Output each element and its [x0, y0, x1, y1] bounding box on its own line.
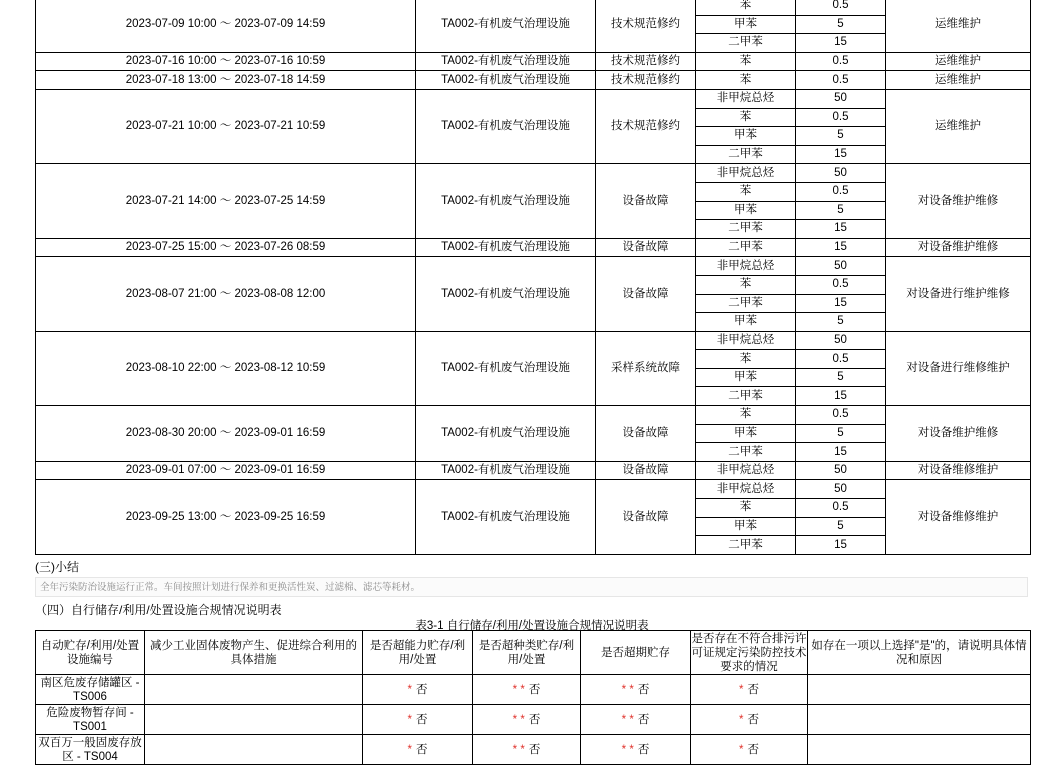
period-cell: 2023-09-25 13:00 ～ 2023-09-25 16:59 [36, 480, 416, 554]
period-cell: 2023-07-25 15:00 ～ 2023-07-26 08:59 [36, 238, 416, 257]
measure-cell: 运维维护 [886, 0, 1031, 52]
pollutant-cell: 苯 [696, 108, 796, 127]
pollutant-cell: 甲苯 [696, 313, 796, 332]
limit-cell: 50 [796, 257, 886, 276]
answer-cell [691, 675, 808, 705]
required-mark: * * [621, 743, 634, 756]
facility-id-cell: 危险废物暂存间 - TS001 [36, 705, 145, 735]
limit-cell: 50 [796, 480, 886, 499]
table-row [36, 461, 1031, 480]
answer-cell [473, 735, 581, 765]
answer-cell [581, 705, 691, 735]
measure-cell: 对设备维护维修 [886, 406, 1031, 462]
column-header: 是否存在不符合排污许可证规定污染防控技术要求的情况 [691, 632, 807, 673]
limit-cell: 50 [796, 331, 886, 350]
limit-cell: 15 [796, 34, 886, 53]
limit-cell: 0.5 [796, 182, 886, 201]
limit-cell: 15 [796, 294, 886, 313]
answer-cell [691, 705, 808, 735]
required-mark: * [739, 713, 744, 726]
answer-value: 否 [415, 743, 428, 756]
limit-cell: 0.5 [796, 71, 886, 90]
period-cell: 2023-09-01 07:00 ～ 2023-09-01 16:59 [36, 461, 416, 480]
answer-cell [363, 705, 473, 735]
required-mark: * [739, 683, 744, 696]
pollutant-cell: 非甲烷总烃 [696, 331, 796, 350]
limit-cell: 15 [796, 443, 886, 462]
pollutant-cell: 二甲苯 [696, 238, 796, 257]
limit-cell: 5 [796, 313, 886, 332]
pollutant-cell: 甲苯 [696, 127, 796, 146]
limit-cell: 5 [796, 517, 886, 536]
limit-cell: 0.5 [796, 499, 886, 518]
table-row [36, 735, 1031, 765]
facility-id-cell: 双百万一般固废存放区 - TS004 [36, 735, 145, 765]
pollutant-cell: 二甲苯 [696, 145, 796, 164]
required-mark: * * [512, 713, 525, 726]
required-mark: * [407, 713, 412, 726]
limit-cell: 15 [796, 220, 886, 239]
required-mark: * [739, 743, 744, 756]
summary-heading: (三)小结 [35, 560, 79, 574]
pollutant-cell: 甲苯 [696, 15, 796, 34]
limit-cell: 0.5 [796, 406, 886, 425]
pollutant-cell: 甲苯 [696, 424, 796, 443]
pollutant-cell: 苯 [696, 0, 796, 15]
answer-cell [581, 735, 691, 765]
pollutant-cell: 非甲烷总烃 [696, 480, 796, 499]
column-header: 是否超种类贮存/利用/处置 [473, 631, 581, 675]
measure-cell: 对设备维修维护 [886, 461, 1031, 480]
period-cell: 2023-08-30 20:00 ～ 2023-09-01 16:59 [36, 406, 416, 462]
table-row [36, 331, 1031, 350]
pollutant-cell: 苯 [696, 182, 796, 201]
answer-value: 否 [637, 683, 650, 696]
limit-cell: 15 [796, 387, 886, 406]
period-cell: 2023-07-21 14:00 ～ 2023-07-25 14:59 [36, 164, 416, 238]
period-cell: 2023-08-10 22:00 ～ 2023-08-12 10:59 [36, 331, 416, 405]
answer-value: 否 [747, 713, 759, 726]
reason-cell: 设备故障 [596, 480, 696, 554]
required-mark: * * [512, 743, 525, 756]
pollutant-cell: 二甲苯 [696, 443, 796, 462]
pollutant-cell: 苯 [696, 350, 796, 369]
measure-cell: 对设备维修维护 [886, 480, 1031, 554]
answer-cell [473, 705, 581, 735]
answer-cell [581, 675, 691, 705]
answer-value: 否 [747, 743, 759, 756]
measure-cell: 对设备维护维修 [886, 164, 1031, 238]
period-cell: 2023-07-21 10:00 ～ 2023-07-21 10:59 [36, 89, 416, 163]
table-row [36, 52, 1031, 71]
answer-value: 否 [637, 713, 650, 726]
pollutant-cell: 甲苯 [696, 517, 796, 536]
pollutant-cell: 甲苯 [696, 201, 796, 220]
period-cell: 2023-07-18 13:00 ～ 2023-07-18 14:59 [36, 71, 416, 90]
answer-value: 否 [528, 713, 541, 726]
facility-cell: TA002-有机废气治理设施 [416, 257, 596, 331]
answer-value: 否 [528, 683, 541, 696]
measure-cell: 对设备进行维护维修 [886, 257, 1031, 331]
reason-cell: 技术规范修约 [596, 0, 696, 52]
table-row [36, 480, 1031, 499]
answer-value: 否 [415, 683, 428, 696]
facility-cell: TA002-有机废气治理设施 [416, 0, 596, 52]
limit-cell: 5 [796, 127, 886, 146]
measure-cell: 运维维护 [886, 71, 1031, 90]
column-header: 是否超能力贮存/利用/处置 [363, 631, 473, 675]
exceedance-table [35, 0, 1031, 555]
table-row [36, 675, 1031, 705]
compliance-table [35, 630, 1031, 765]
table-row [36, 71, 1031, 90]
answer-value: 否 [747, 683, 759, 696]
table-row [36, 406, 1031, 425]
facility-cell: TA002-有机废气治理设施 [416, 89, 596, 163]
limit-cell: 5 [796, 368, 886, 387]
pollutant-cell: 非甲烷总烃 [696, 461, 796, 480]
required-mark: * * [621, 713, 634, 726]
required-mark: * * [621, 683, 634, 696]
table-row [36, 705, 1031, 735]
pollutant-cell: 二甲苯 [696, 536, 796, 555]
measure-cell: 运维维护 [886, 52, 1031, 71]
facility-id-cell: 南区危废存储罐区 - TS006 [36, 675, 145, 705]
summary-note: 全年污染防治设施运行正常。车间按照计划进行保养和更换活性炭、过滤棉、滤芯等耗材。 [35, 577, 1028, 597]
facility-cell: TA002-有机废气治理设施 [416, 461, 596, 480]
pollutant-cell: 苯 [696, 275, 796, 294]
required-mark: * [407, 683, 412, 696]
explanation-cell [808, 735, 1031, 765]
reason-cell: 设备故障 [596, 406, 696, 462]
measures-cell [145, 735, 363, 765]
reason-cell: 设备故障 [596, 238, 696, 257]
facility-cell: TA002-有机废气治理设施 [416, 238, 596, 257]
pollutant-cell: 苯 [696, 499, 796, 518]
table-row [36, 89, 1031, 108]
limit-cell: 15 [796, 536, 886, 555]
pollutant-cell: 苯 [696, 71, 796, 90]
reason-cell: 设备故障 [596, 257, 696, 331]
table-row [36, 257, 1031, 276]
column-header: 如存在一项以上选择"是"的，请说明具体情况和原因 [808, 631, 1031, 675]
answer-value: 否 [637, 743, 650, 756]
pollutant-cell: 二甲苯 [696, 294, 796, 313]
measures-cell [145, 705, 363, 735]
limit-cell: 5 [796, 424, 886, 443]
period-cell: 2023-08-07 21:00 ～ 2023-08-08 12:00 [36, 257, 416, 331]
limit-cell: 0.5 [796, 108, 886, 127]
reason-cell: 技术规范修约 [596, 89, 696, 163]
measure-cell: 对设备进行维修维护 [886, 331, 1031, 405]
measure-cell: 对设备维护维修 [886, 238, 1031, 257]
reason-cell: 技术规范修约 [596, 52, 696, 71]
table-row [36, 0, 1031, 15]
pollutant-cell: 甲苯 [696, 368, 796, 387]
limit-cell: 5 [796, 15, 886, 34]
table-caption: 表3-1 自行储存/利用/处置设施合规情况说明表 [415, 620, 649, 632]
reason-cell: 设备故障 [596, 164, 696, 238]
pollutant-cell: 二甲苯 [696, 387, 796, 406]
facility-cell: TA002-有机废气治理设施 [416, 331, 596, 405]
explanation-cell [808, 675, 1031, 705]
reason-cell: 采样系统故障 [596, 331, 696, 405]
answer-value: 否 [528, 743, 541, 756]
limit-cell: 15 [796, 145, 886, 164]
reason-cell: 技术规范修约 [596, 71, 696, 90]
limit-cell: 0.5 [796, 350, 886, 369]
limit-cell: 0.5 [796, 52, 886, 71]
table-row [36, 238, 1031, 257]
pollutant-cell: 非甲烷总烃 [696, 89, 796, 108]
answer-cell [363, 675, 473, 705]
column-header: 自动贮存/利用/处置设施编号 [36, 631, 145, 675]
facility-cell: TA002-有机废气治理设施 [416, 52, 596, 71]
limit-cell: 5 [796, 201, 886, 220]
answer-cell [473, 675, 581, 705]
facility-cell: TA002-有机废气治理设施 [416, 406, 596, 462]
table-row [36, 164, 1031, 183]
answer-cell [691, 735, 808, 765]
measures-cell [145, 675, 363, 705]
period-cell: 2023-07-09 10:00 ～ 2023-07-09 14:59 [36, 0, 416, 52]
section4-heading: （四）自行储存/利用/处置设施合规情况说明表 [35, 603, 282, 617]
limit-cell: 50 [796, 89, 886, 108]
pollutant-cell: 非甲烷总烃 [696, 164, 796, 183]
limit-cell: 50 [796, 461, 886, 480]
pollutant-cell: 二甲苯 [696, 34, 796, 53]
pollutant-cell: 苯 [696, 52, 796, 71]
explanation-cell [808, 705, 1031, 735]
facility-cell: TA002-有机废气治理设施 [416, 480, 596, 554]
column-header: 减少工业固体废物产生、促进综合利用的具体措施 [145, 631, 363, 675]
required-mark: * * [512, 683, 525, 696]
column-header: 是否超期贮存 [581, 631, 691, 675]
answer-value: 否 [415, 713, 428, 726]
limit-cell: 0.5 [796, 275, 886, 294]
answer-cell [363, 735, 473, 765]
required-mark: * [407, 743, 412, 756]
pollutant-cell: 二甲苯 [696, 220, 796, 239]
pollutant-cell: 苯 [696, 406, 796, 425]
facility-cell: TA002-有机废气治理设施 [416, 164, 596, 238]
reason-cell: 设备故障 [596, 461, 696, 480]
limit-cell: 15 [796, 238, 886, 257]
compliance-header-row [36, 631, 1031, 675]
period-cell: 2023-07-16 10:00 ～ 2023-07-16 10:59 [36, 52, 416, 71]
limit-cell: 50 [796, 164, 886, 183]
facility-cell: TA002-有机废气治理设施 [416, 71, 596, 90]
limit-cell: 0.5 [796, 0, 886, 15]
measure-cell: 运维维护 [886, 89, 1031, 163]
pollutant-cell: 非甲烷总烃 [696, 257, 796, 276]
